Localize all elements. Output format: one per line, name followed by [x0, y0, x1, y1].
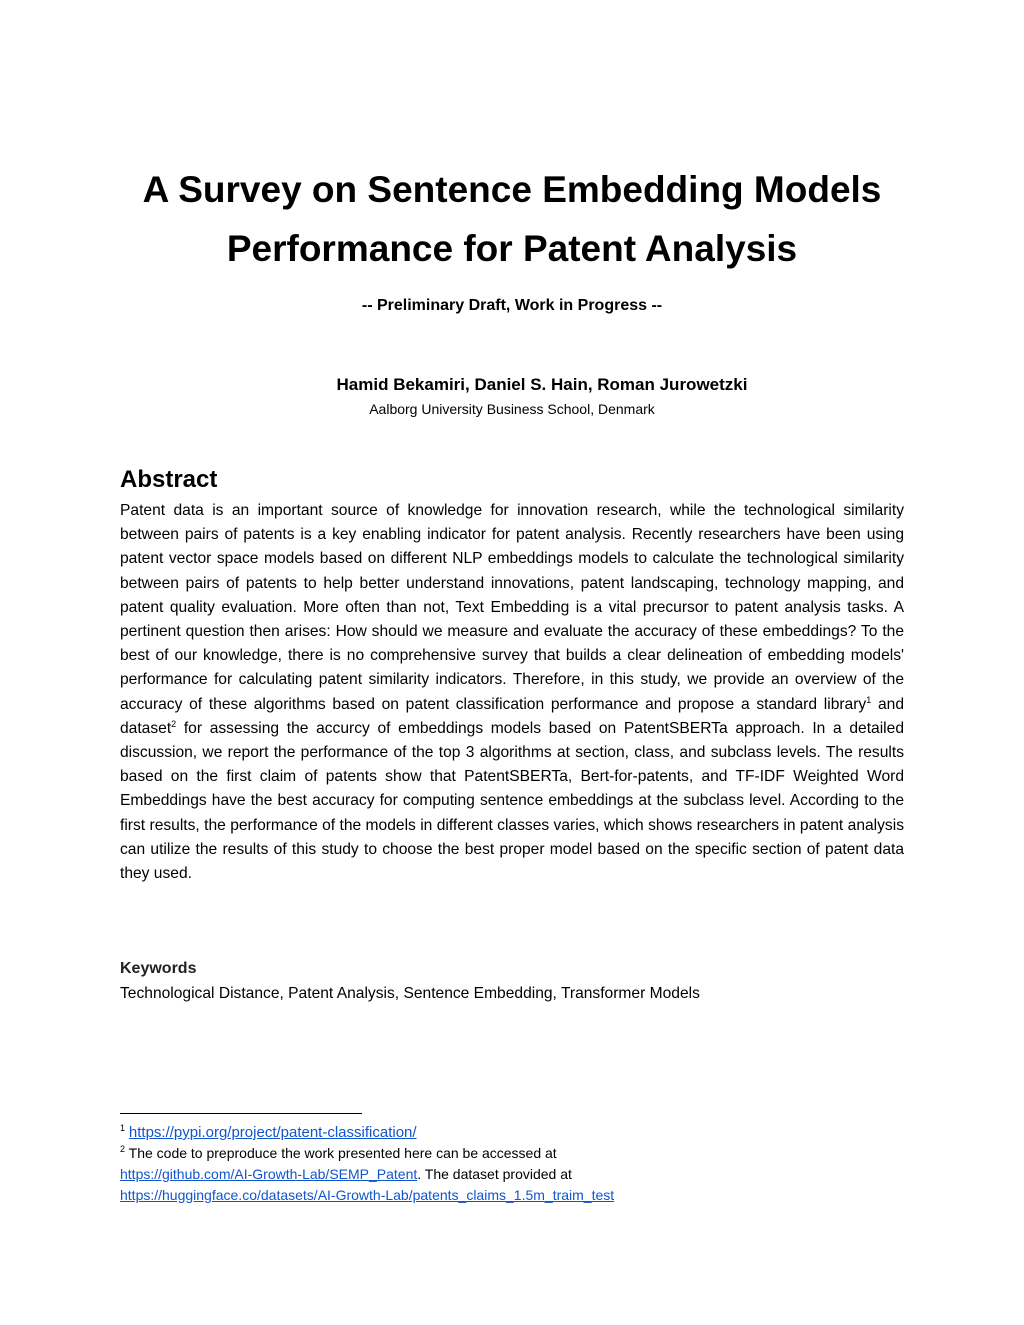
footnote-1-link[interactable]: https://pypi.org/project/patent-classification/ — [128, 1124, 417, 1141]
footnote-2-line-2 — [120, 1164, 904, 1185]
title-line-2: Performance for Patent Analysis — [226, 228, 798, 269]
abstract-body — [120, 499, 904, 886]
abstract-text-part-2: and dataset — [120, 695, 904, 737]
github-link[interactable]: https://github.com/AI-Growth-Lab/SEMP_Patent — [120, 1166, 418, 1182]
keywords-list: Technological Distance, Patent Analysis, Sentence Embedding, Transformer Models — [120, 985, 700, 1002]
abstract-heading: Abstract — [120, 466, 218, 493]
footnote-2-line-3 — [120, 1185, 904, 1206]
footnote-2-line-1 — [120, 1143, 904, 1164]
title-line-1: A Survey on Sentence Embedding Models — [142, 169, 882, 210]
footnote-ref-1[interactable]: 1 — [866, 694, 872, 705]
footnote-separator — [120, 1113, 362, 1114]
footnote-1 — [120, 1122, 904, 1143]
draft-subtitle: -- Preliminary Draft, Work in Progress -- — [361, 297, 663, 314]
paper-title — [100, 160, 924, 278]
footnote-2 — [120, 1143, 904, 1206]
affiliation: Aalborg University Business School, Denmark — [369, 401, 655, 417]
footnote-2-dataset-text: . The dataset provided at — [417, 1166, 572, 1182]
footnote-2-mark: 2 — [120, 1144, 126, 1154]
abstract-text-part-1: Patent data is an important source of knowledge for innovation research, while the technological similarity between pairs of patents is a key enabling indicator for patent analysis. Recently researchers have been using patent vector space models based on different NLP embeddings models to calculate the technological similarity between pairs of patents to help better understand innovations, patent landscaping, technology mapping, and patent quality evaluation. More often than not, Text Embedding is a vital precursor to patent analysis tasks. A pertinent question then arises: How should we measure and evaluate the accuracy of these embeddings? To the best of our knowledge, there is no comprehensive survey that builds a clear delineation of embedding models' performance for calculating patent similarity indicators. Therefore, in this study, we provide an overview of the accuracy of these algorithms based on patent classification performance and propose a standard library — [120, 502, 904, 713]
huggingface-link[interactable]: https://huggingface.co/datasets/AI-Growth-Lab/patents_claims_1.5m_traim_test — [120, 1187, 615, 1203]
footnote-2-text: The code to preproduce the work presented here can be accessed at — [125, 1145, 557, 1161]
author-list: Hamid Bekamiri, Daniel S. Hain, Roman Jurowetzki — [336, 375, 748, 394]
footnote-1-mark: 1 — [120, 1123, 126, 1133]
keywords-heading: Keywords — [120, 960, 197, 977]
footnote-ref-2[interactable]: 2 — [171, 718, 177, 729]
abstract-text-part-3: for assessing the accurcy of embeddings models based on PatentSBERTa approach. In a detailed discussion, we report the performance of the top 3 algorithms at section, class, and subclass levels. The results based on the first claim of patents show that PatentSBERTa, Bert-for-patents, and TF-IDF Weighted Word Embeddings have the best accuracy for computing sentence embeddings at the subclass level. According to the first results, the performance of the models in different classes varies, which shows researchers in patent analysis can utilize the results of this study to choose the best proper model based on the specific section of patent data they used. — [120, 719, 904, 883]
